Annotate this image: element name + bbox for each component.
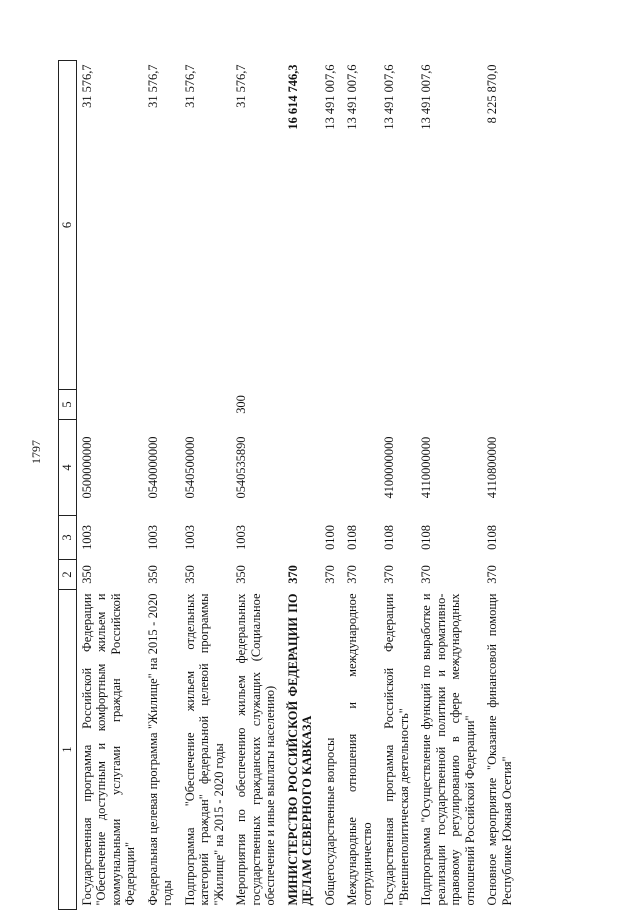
rotated-page (58, 60, 514, 910)
row-target-code: 4110800000 (485, 436, 499, 499)
row-target-code (320, 420, 343, 516)
table-row (231, 61, 283, 910)
row-name: Государственная программа Российской Федерации "Внешнеполитическая деятельность" (382, 593, 411, 906)
row-ministry-code: 370 (382, 565, 396, 584)
table-row (320, 61, 343, 910)
table-row (379, 61, 416, 910)
row-target-code: 0540000000 (145, 436, 160, 499)
header-col-5: 5 (59, 390, 77, 420)
row-amount: 13 491 007,6 (419, 64, 433, 130)
table-row (342, 61, 379, 910)
row-name: Подпрограмма "Обеспечение жильем отдельных категорий граждан" федеральной целевой программы "Жилище" на 2015 - 2020 годы (182, 593, 226, 906)
row-section-code: 0108 (419, 525, 433, 550)
row-section-code: 0100 (322, 525, 337, 550)
row-expense-type (482, 390, 519, 420)
row-amount: 13 491 007,6 (322, 64, 337, 130)
row-amount: 13 491 007,6 (382, 64, 396, 130)
row-name: Федеральная целевая программа "Жилище" на 2015 - 2020 годы (145, 593, 174, 906)
row-ministry-code: 350 (79, 565, 94, 584)
row-ministry-code: 350 (145, 565, 160, 584)
row-expense-type: 300 (234, 395, 248, 414)
row-expense-type (416, 390, 482, 420)
row-section-code: 1003 (145, 525, 160, 550)
header-col-4: 4 (59, 420, 77, 516)
row-name: Подпрограмма "Осуществление функций по выработке и реализации государственной политики и нормативно-правовому регулированию в сфере международных отношений Российской Федерации" (419, 593, 477, 906)
row-amount: 31 576,7 (182, 64, 197, 108)
row-target-code (342, 420, 379, 516)
row-name: МИНИСТЕРСТВО РОССИЙСКОЙ ФЕДЕРАЦИИ ПО ДЕЛАМ СЕВЕРНОГО КАВКАЗА (285, 593, 314, 906)
table-row (416, 61, 482, 910)
page-number: 1797 (29, 440, 43, 464)
row-section-code: 1003 (79, 525, 94, 550)
table-row (143, 61, 180, 910)
row-amount: 13 491 007,6 (345, 64, 359, 130)
rotated-table-container (58, 60, 514, 910)
table-row (283, 61, 320, 910)
row-section-code: 1003 (182, 525, 197, 550)
row-amount: 8 225 870,0 (485, 64, 499, 124)
row-target-code: 0500000000 (79, 436, 94, 499)
row-expense-type (283, 390, 320, 420)
row-expense-type (76, 390, 143, 420)
row-target-code: 0540500000 (182, 436, 197, 499)
row-name: Мероприятия по обеспечению жильем федеральных государственных гражданских служащих (Социальное обеспечение и иные выплаты населению) (234, 593, 277, 906)
row-ministry-code: 370 (322, 565, 337, 584)
row-amount: 16 614 746,3 (285, 64, 300, 130)
row-ministry-code: 350 (234, 565, 248, 584)
row-target-code (283, 420, 320, 516)
row-ministry-code: 350 (182, 565, 197, 584)
row-section-code: 0108 (345, 525, 359, 550)
row-ministry-code: 370 (345, 565, 359, 584)
row-expense-type (379, 390, 416, 420)
row-ministry-code: 370 (285, 565, 300, 584)
header-col-1: 1 (59, 590, 77, 910)
row-expense-type (143, 390, 180, 420)
budget-table (58, 60, 519, 910)
table-header-row (59, 61, 77, 910)
row-target-code: 4100000000 (382, 436, 396, 499)
table-row (76, 61, 143, 910)
row-amount: 31 576,7 (145, 64, 160, 108)
row-name: Государственная программа Российской Федерации "Обеспечение доступным и комфортным жильем и коммунальными услугами граждан Российской Федерации" (79, 593, 137, 906)
row-expense-type (320, 390, 343, 420)
header-col-6: 6 (59, 61, 77, 390)
row-section-code (283, 516, 320, 560)
row-name: Основное мероприятие "Оказание финансовой помощи Республике Южная Осетия" (485, 593, 514, 906)
row-expense-type (180, 390, 232, 420)
table-row (180, 61, 232, 910)
header-col-3: 3 (59, 516, 77, 560)
row-target-code: 0540535890 (234, 436, 248, 499)
row-name: Международные отношения и международное сотрудничество (345, 593, 374, 906)
row-ministry-code: 370 (419, 565, 433, 584)
row-name: Общегосударственные вопросы (322, 737, 337, 906)
row-amount: 31 576,7 (79, 64, 94, 108)
row-target-code: 4110000000 (419, 436, 433, 499)
row-ministry-code: 370 (485, 565, 499, 584)
row-amount: 31 576,7 (234, 64, 248, 108)
row-section-code: 0108 (382, 525, 396, 550)
header-col-2: 2 (59, 560, 77, 590)
row-section-code: 1003 (234, 525, 248, 550)
row-section-code: 0108 (485, 525, 499, 550)
row-expense-type (342, 390, 379, 420)
table-row (482, 61, 519, 910)
